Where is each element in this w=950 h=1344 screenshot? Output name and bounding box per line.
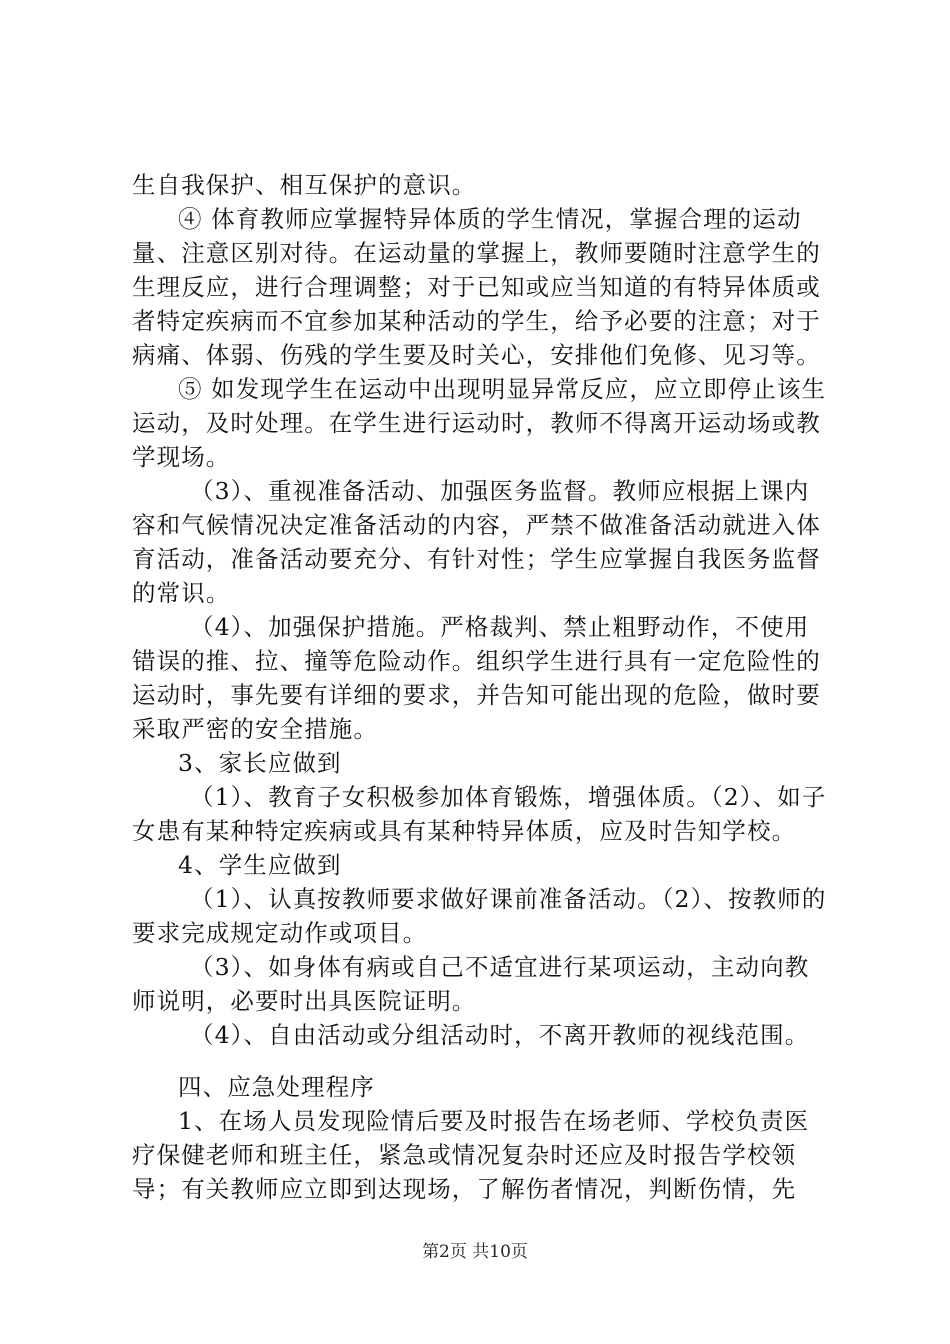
paragraph-continuation: 生自我保护、相互保护的意识。 bbox=[132, 171, 477, 199]
heading-parents: 3、家长应做到 bbox=[178, 749, 342, 777]
paragraph-protection-measures: （4）、加强保护措施。严格裁判、禁止粗野动作，不使用错误的推、拉、撞等危险动作。组织学生进行具有一定危险性的运动时，事先要有详细的要求，并告知可能出现的危险，做时要采取严密的安全措施。 bbox=[132, 613, 821, 743]
paragraph-students-duties-4: （4）、自由活动或分组活动时，不离开教师的视线范围。 bbox=[190, 1021, 810, 1049]
paragraph-emergency-step-1: 1、在场人员发现险情后要及时报告在场老师、学校负责医疗保健老师和班主任，紧急或情况复杂时还应及时报告学校领导；有关教师应立即到达现场，了解伤者情况，判断伤情，先 bbox=[132, 1107, 810, 1203]
paragraph-parents-duties: （1）、教育子女积极参加体育锻炼，增强体质。（2）、如子女患有某种特定疾病或具有某种特异体质，应及时告知学校。 bbox=[132, 783, 827, 845]
paragraph-item-5: ⑤ 如发现学生在运动中出现明显异常反应，应立即停止该生运动，及时处理。在学生进行运动时，教师不得离开运动场或教学现场。 bbox=[132, 375, 827, 471]
heading-students: 4、学生应做到 bbox=[178, 851, 342, 879]
document-body bbox=[132, 168, 832, 1206]
paragraph-warmup-supervision: （3）、重视准备活动、加强医务监督。教师应根据上课内容和气候情况决定准备活动的内容，严禁不做准备活动就进入体育活动，准备活动要充分、有针对性；学生应掌握自我医务监督的常识。 bbox=[132, 477, 821, 607]
paragraph-students-duties-1-2: （1）、认真按教师要求做好课前准备活动。（2）、按教师的要求完成规定动作或项目。 bbox=[132, 885, 827, 947]
section-spacer bbox=[132, 1052, 832, 1070]
heading-emergency-procedure: 四、应急处理程序 bbox=[178, 1073, 375, 1101]
paragraph-item-4: ④ 体育教师应掌握特异体质的学生情况，掌握合理的运动量、注意区别对待。在运动量的掌握上，教师要随时注意学生的生理反应，进行合理调整；对于已知或应当知道的有特异体质或者特定疾病而不宜参加某种活动的学生，给予必要的注意；对于病痛、体弱、伤残的学生要及时关心，安排他们免修、见习等。 bbox=[132, 205, 821, 369]
page-footer: 第2页 共10页 bbox=[422, 1242, 528, 1262]
paragraph-students-duties-3: （3）、如身体有病或自己不适宜进行某项运动，主动向教师说明，必要时出具医院证明。 bbox=[132, 953, 810, 1015]
